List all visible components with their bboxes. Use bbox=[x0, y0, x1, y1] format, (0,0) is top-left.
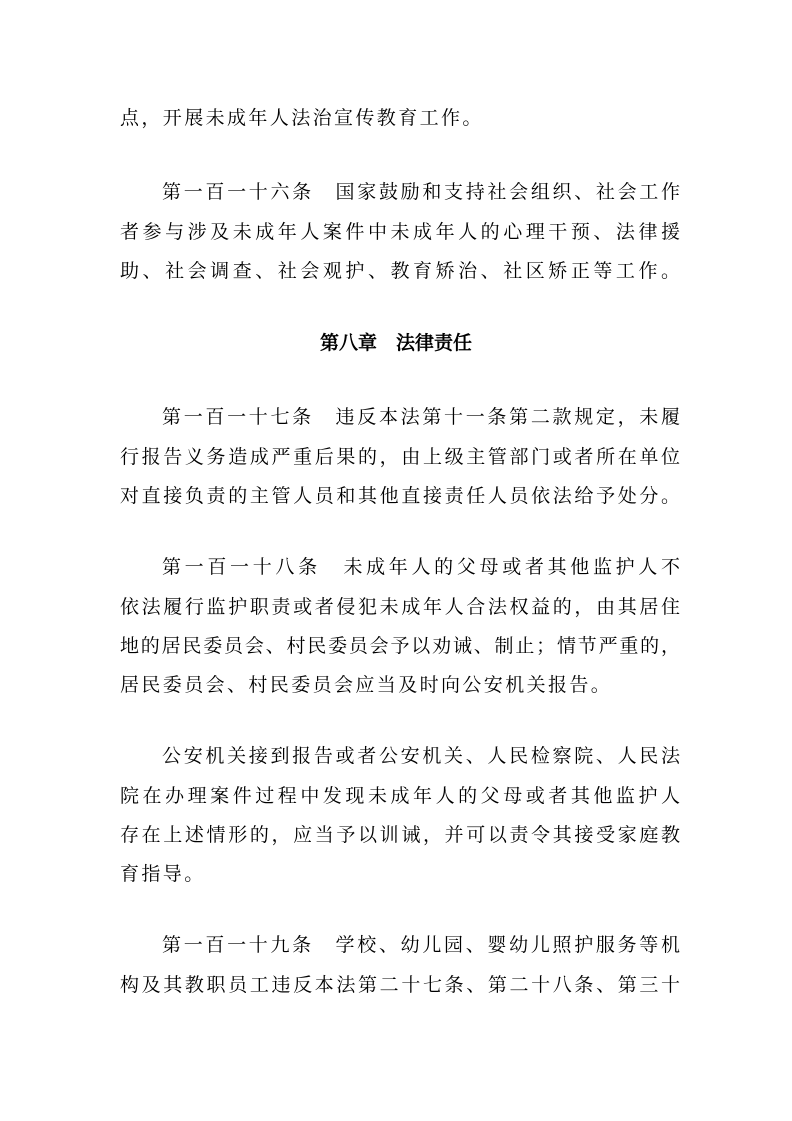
article-118-line-4: 居民委员会、村民委员会应当及时向公安机关报告。 bbox=[120, 674, 613, 696]
article-116-line-1: 第一百一十六条 国家鼓励和支持社会组织、社会工作 bbox=[162, 181, 680, 203]
article-117-line-1: 第一百一十七条 违反本法第十一条第二款规定，未履 bbox=[162, 406, 680, 428]
article-116-line-2: 者参与涉及未成年人案件中未成年人的心理干预、法律援 bbox=[120, 221, 680, 243]
article-118-line-3: 地的居民委员会、村民委员会予以劝诫、制止；情节严重的， bbox=[120, 635, 680, 657]
article-117-line-3: 对直接负责的主管人员和其他直接责任人员依法给予处分。 bbox=[120, 485, 680, 507]
article-117-line-2: 行报告义务造成严重后果的，由上级主管部门或者所在单位 bbox=[120, 446, 680, 468]
paragraph-police-line-1: 公安机关接到报告或者公安机关、人民检察院、人民法 bbox=[162, 745, 680, 767]
article-118-line-1: 第一百一十八条 未成年人的父母或者其他监护人不 bbox=[162, 556, 680, 578]
paragraph-police-line-2: 院在办理案件过程中发现未成年人的父母或者其他监护人 bbox=[120, 785, 680, 807]
paragraph-continuation-line: 点，开展未成年人法治宣传教育工作。 bbox=[120, 107, 484, 129]
article-119-line-2: 构及其教职员工违反本法第二十七条、第二十八条、第三十 bbox=[120, 974, 680, 996]
article-119-line-1: 第一百一十九条 学校、幼儿园、婴幼儿照护服务等机 bbox=[162, 934, 680, 956]
paragraph-police-line-3: 存在上述情形的，应当予以训诫，并可以责令其接受家庭教 bbox=[120, 824, 680, 846]
article-116-line-3: 助、社会调查、社会观护、教育矫治、社区矫正等工作。 bbox=[120, 260, 680, 282]
paragraph-police-line-4: 育指导。 bbox=[120, 863, 206, 885]
article-118-line-2: 依法履行监护职责或者侵犯未成年人合法权益的，由其居住 bbox=[120, 596, 680, 618]
chapter-heading: 第八章 法律责任 bbox=[319, 332, 472, 354]
